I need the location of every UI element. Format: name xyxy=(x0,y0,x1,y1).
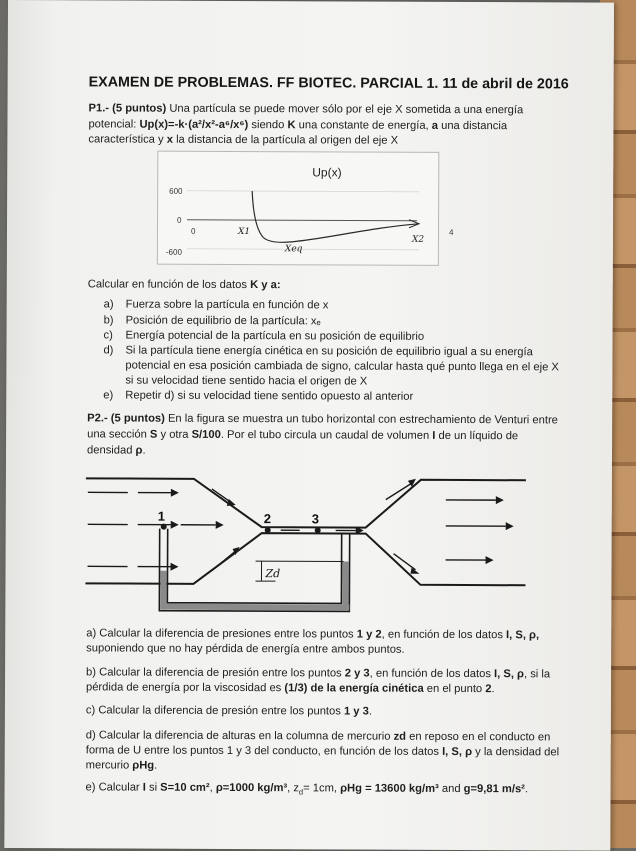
venturi-figure xyxy=(75,470,536,622)
zd-label: Zd xyxy=(264,567,280,580)
potential-graph xyxy=(157,151,439,266)
x-tick-0: 0 xyxy=(191,227,196,236)
p1-line-1: P1.- (5 puntos) Una partícula se puede mover sólo por el eje X sometida a una energía xyxy=(88,100,523,118)
tube-outline xyxy=(85,478,525,585)
point-3-label: 3 xyxy=(312,511,319,526)
p1-heading: P1.- (5 puntos) xyxy=(89,102,167,114)
y-tick-neg600: -600 xyxy=(166,248,183,257)
exam-title: EXAMEN DE PROBLEMAS. FF BIOTEC. PARCIAL 1. 11 de abril de 2016 xyxy=(89,74,569,92)
p1-line-2: potencial: Up(x)=-k·(a²/x²-a⁶/x⁶) siendo K una constante de energía, a una distancia xyxy=(88,116,507,134)
point-1-label: 1 xyxy=(158,509,165,524)
exam-sheet: EXAMEN DE PROBLEMAS. FF BIOTEC. PARCIAL 1. 11 de abril de 2016 P1.- (5 puntos) Una partícula se puede mover sólo por el eje X sometida a una energía potencial: Up(x)=-k·(a²/x²-a⁶/x⁶) siendo K una constante de energía, a una distancia característica y x la distancia de la partícula al origen del eje X Up(x) 600 0 -600 0 4 X1 Xeq X2 Calcular en función de los datos K y a: a) Fuerza sobre la partícula en función de x b) Posición de equilibrio de la partícula: xₑ c) Energía potencial de la partícula en su posición de equilibrio d) Si la partícula tiene energía cinética en su posición de equilibrio igual a su energía potencial en esa posición cambiada de signo, calcular hasta qué punto llega en el eje X si su velocidad tiene sentido hacia el origen de X e) Repetir d) si su velocidad tiene sentido opuesto al anterior P2.- (5 puntos) En la figura se muestra un tubo horizontal con estrechamiento de Venturi entre una sección S y otra S/100. Por el tubo circula un caudal de volumen I de un líquido de densidad ρ. 1 2 3 Zd a) Calcular la diferencia de presiones entre los puntos 1 y 2, en función de los datos I, S, ρ, suponiendo que no hay pérdida de energía entre ambos puntos. b) Calcular la diferencia de presión entre los puntos 2 y 3, en función de los datos I, S, ρ, si la pérdida de energía por la viscosidad es (1/3) de la energía cinética en el punto 2. c) Calcular la diferencia de presión entre los puntos 1 y 3. d) Calcular la diferencia de alturas en la columna de mercurio zd en reposo en el conducto en forma de U entre los puntos 1 y 3 del conducto, en función de los datos I, S, ρ y la densidad del mercurio ρHg. e) Calcular I si S=10 cm², ρ=1000 kg/m³, $z_d= 1cm$, ρHg = 13600 kg/m³ and g=9,81 m/s². xyxy=(4,0,614,851)
p2-question-c: c) Calcular la diferencia de presión entre los puntos 1 y 3. xyxy=(86,702,372,719)
u-tube-manometer xyxy=(159,529,349,612)
hand-label-x1: X1 xyxy=(237,227,250,237)
p2-question-d-cont: forma de U entre los puntos 1 y 3 del conducto, en función de los datos I, S, ρ y la densidad del xyxy=(86,742,559,760)
p2-heading: P2.- (5 puntos) xyxy=(87,412,165,424)
p1-ask: Calcular en función de los datos K y a: xyxy=(88,276,281,293)
mercury-bottom xyxy=(160,604,349,611)
y-tick-600: 600 xyxy=(169,187,183,196)
hand-label-xeq: Xeq xyxy=(284,244,303,254)
potential-formula: Up(x)=-k·(a²/x²-a⁶/x⁶) xyxy=(139,119,248,131)
p1-line-3: característica y x la distancia de la partícula al origen del eje X xyxy=(88,131,398,148)
point-1-marker xyxy=(161,524,167,530)
y-tick-0: 0 xyxy=(177,216,182,225)
p2-question-d: d) Calcular la diferencia de alturas en la columna de mercurio zd en reposo en el conducto en xyxy=(86,727,551,745)
hand-label-x2: X2 xyxy=(411,235,424,245)
point-2-label: 2 xyxy=(264,511,271,526)
p2-question-d-cont2: mercurio ρHg. xyxy=(86,757,158,773)
graph-title: Up(x) xyxy=(312,165,341,179)
x-tick-4: 4 xyxy=(449,228,454,237)
p2-question-b-cont: pérdida de energía por la viscosidad es (1/3) de la energía cinética en el punto 2. xyxy=(86,679,495,697)
mercury-right xyxy=(342,561,348,610)
point-3-marker xyxy=(315,527,321,533)
p2-question-a-cont: suponiendo que no hay pérdida de energía entre ambos puntos. xyxy=(86,640,405,657)
point-2-marker xyxy=(265,527,271,533)
p2-question-b: b) Calcular la diferencia de presión entre los puntos 2 y 3, en función de los datos I, S, ρ, si la xyxy=(86,664,550,682)
p2-line-3: densidad ρ. xyxy=(87,442,146,458)
p2-question-e: e) Calcular I si S=10 cm², ρ=1000 kg/m³, $z_d= 1cm$, ρHg = 13600 kg/m³ and g=9,81 m/s². xyxy=(86,779,529,801)
p2-line-2: una sección S y otra S/100. Por el tubo circula un caudal de volumen I de un líquido de xyxy=(87,426,518,444)
p2-line-1: P2.- (5 puntos) En la figura se muestra un tubo horizontal con estrechamiento de Venturi entre xyxy=(87,410,558,428)
p2-question-a: a) Calcular la diferencia de presiones entre los puntos 1 y 2, en función de los datos I, S, ρ, xyxy=(86,625,539,643)
